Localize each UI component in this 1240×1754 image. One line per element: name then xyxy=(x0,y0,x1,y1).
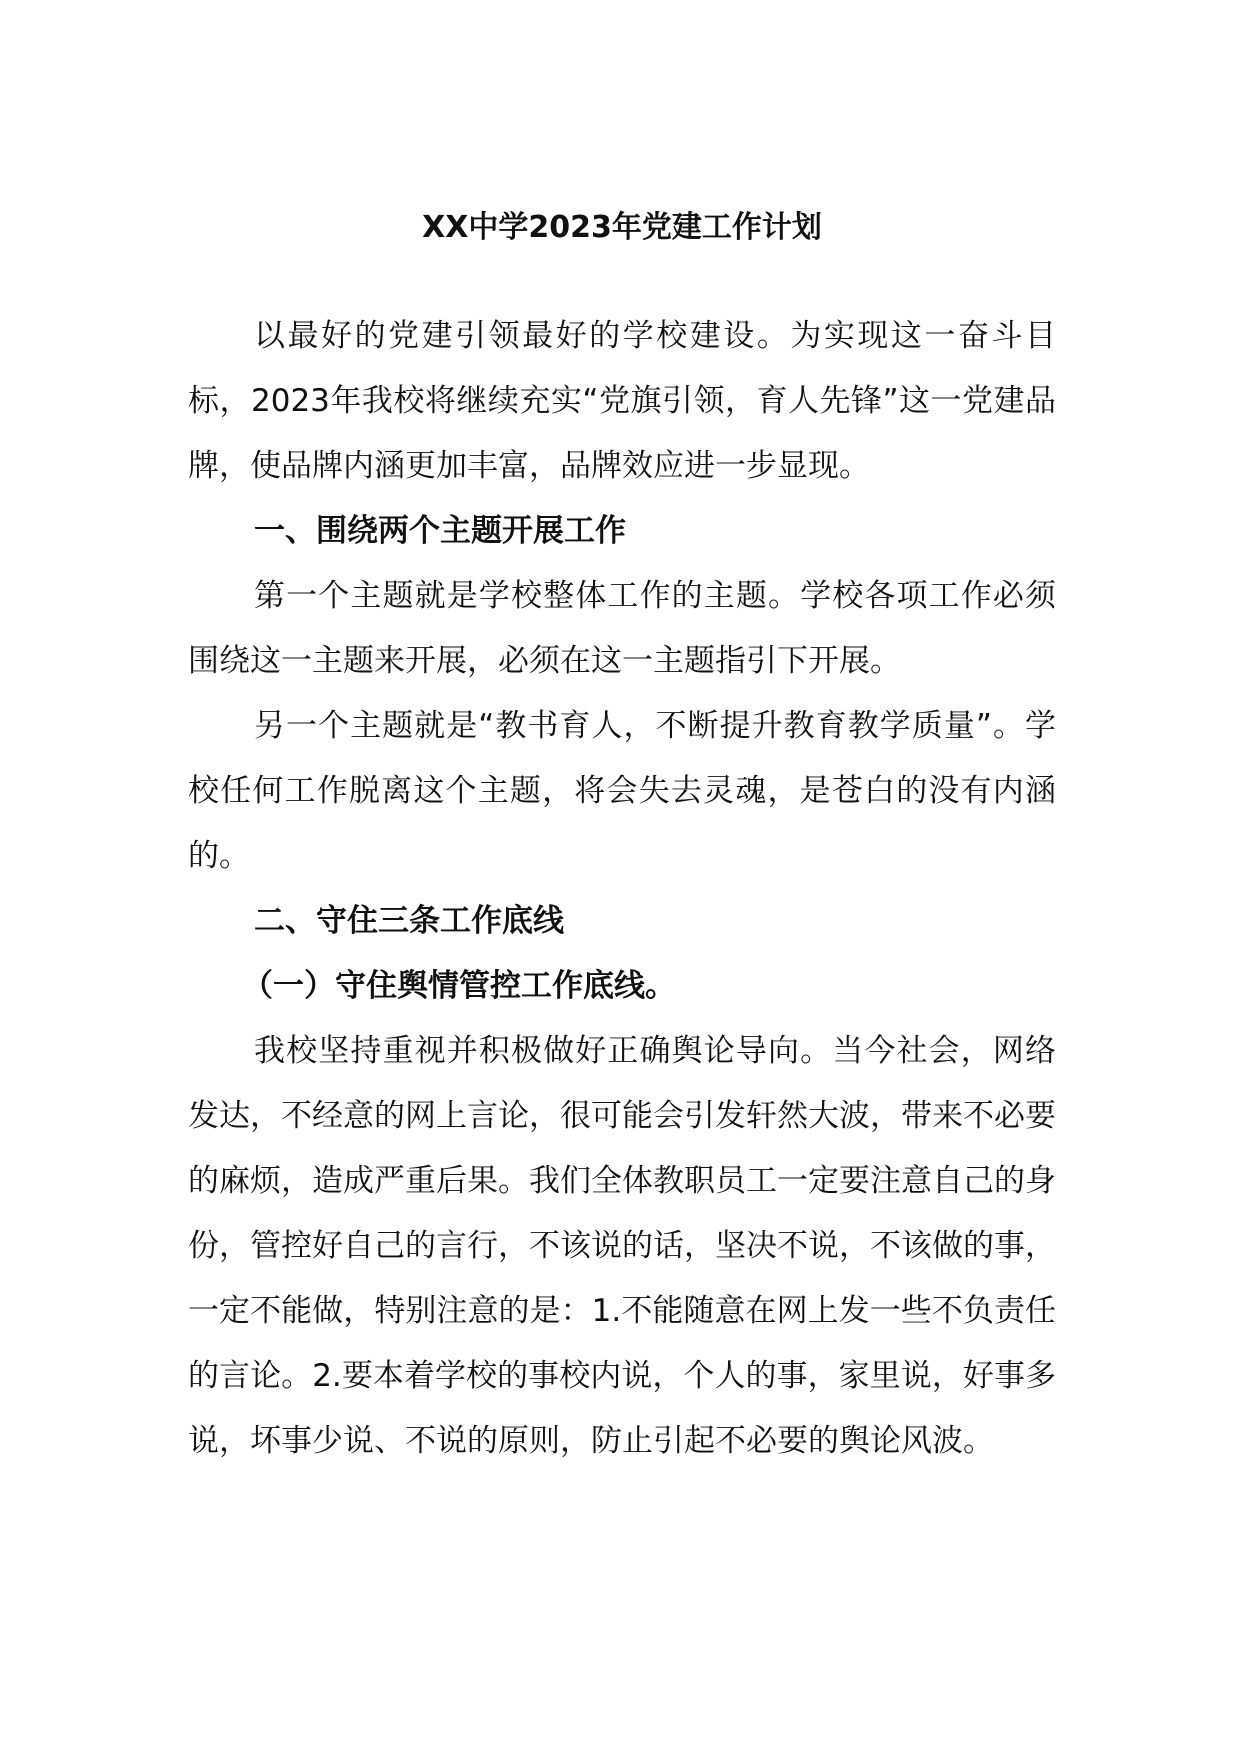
section-2-heading: 二、守住三条工作底线 xyxy=(254,903,564,939)
section-1-heading: 一、围绕两个主题开展工作 xyxy=(254,513,626,549)
section-2-paragraph-1: 我校坚持重视并积极做好正确舆论导向。当今社会，网络发达，不经意的网上言论，很可能会引发轩然大波，带来不必要的麻烦，造成严重后果。我们全体教职员工一定要注意自己的身份，管控好自己的言行，不该说的话，坚决不说，不该做的事，一定不能做，特别注意的是：1.不能随意在网上发一些不负责任的言论。2.要本着学校的事校内说，个人的事，家里说，好事多说，坏事少说、不说的原则，防止引起不必要的舆论风波。 xyxy=(188,1033,1056,1459)
document-title: XX中学2023年党建工作计划 xyxy=(422,210,822,245)
section-1-paragraph-1: 第一个主题就是学校整体工作的主题。学校各项工作必须围绕这一主题来开展，必须在这一主题指引下开展。 xyxy=(188,578,1056,679)
section-1-paragraph-2: 另一个主题就是“教书育人，不断提升教育教学质量”。学校任何工作脱离这个主题，将会失去灵魂，是苍白的没有内涵的。 xyxy=(188,708,1056,874)
section-2-subheading-1: （一）守住舆情管控工作底线。 xyxy=(242,968,676,1004)
document-body xyxy=(188,200,1056,1474)
intro-paragraph: 以最好的党建引领最好的学校建设。为实现这一奋斗目标，2023年我校将继续充实“党旗引领，育人先锋”这一党建品牌，使品牌内涵更加丰富，品牌效应进一步显现。 xyxy=(188,318,1056,484)
